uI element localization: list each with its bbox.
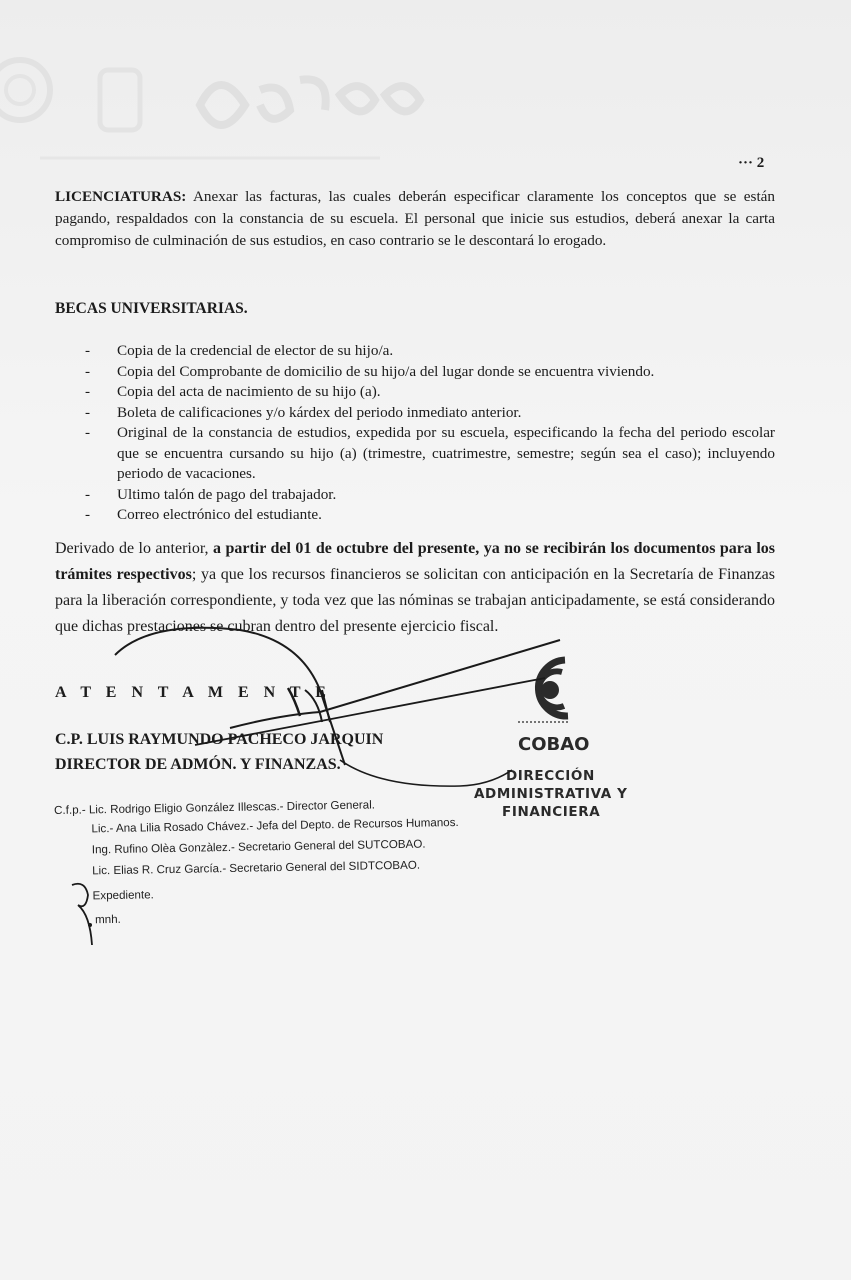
cc-line: Lic. Elias R. Cruz García.- Secretario General del SIDTCOBAO. bbox=[92, 858, 421, 878]
derivado-rest: ; ya que los recursos financieros se solicitan con anticipación en la Secretaría de Finanzas para la liberación correspondiente, y toda vez que las nóminas se trabajan anticipadamente, se está considerando que dichas prestaciones se cubran dentro del presente ejercicio fiscal. bbox=[55, 566, 775, 635]
list-item: - Correo electrónico del estudiante. bbox=[85, 505, 775, 526]
cc-line: Expediente. bbox=[92, 888, 154, 903]
list-item: - Copia de la credencial de elector de su hijo/a. bbox=[85, 341, 775, 362]
list-bullet: - bbox=[85, 383, 91, 400]
cc-line: Ing. Rufino Olèa Gonzàlez.- Secretario General del SUTCOBAO. bbox=[91, 837, 426, 857]
becas-title: BECAS UNIVERSITARIAS. bbox=[55, 300, 248, 317]
list-item: - Ultimo talón de pago del trabajador. bbox=[85, 485, 775, 506]
list-item: - Copia del Comprobante de domicilio de su hijo/a del lugar donde se encuentra viviendo. bbox=[85, 362, 775, 383]
list-bullet: - bbox=[85, 403, 91, 421]
closing-salutation: A T E N T A M E N T E bbox=[55, 684, 332, 701]
signer-name: C.P. LUIS RAYMUNDO PACHECO JARQUIN bbox=[55, 731, 384, 748]
licenciaturas-label: LICENCIATURAS: bbox=[55, 188, 187, 205]
official-seal bbox=[470, 648, 650, 828]
licenciaturas-text: Anexar las facturas, las cuales deberán especificar claramente los conceptos que se están pagando, respaldados con la constancia de su escuela. El personal que inicie sus estudios, deberá anexar la carta compromiso de culminación de sus estudios, en caso contrario se le descontará lo erogado. bbox=[55, 188, 775, 249]
seal-brand: COBAO bbox=[518, 734, 590, 755]
cc-line: C.f.p.- Lic. Rodrigo Eligio González Illescas.- Director General. bbox=[54, 798, 376, 817]
seal-line-3: FINANCIERA bbox=[502, 804, 601, 820]
page-number: ··· 2 bbox=[738, 155, 765, 171]
becas-requirements-list bbox=[85, 341, 775, 526]
seal-line-2: ADMINISTRATIVA Y bbox=[474, 786, 628, 802]
letterhead-watermark bbox=[0, 50, 520, 170]
list-item: - Boleta de calificaciones y/o kárdex del periodo inmediato anterior. bbox=[85, 403, 775, 424]
list-bullet: - bbox=[85, 485, 91, 503]
list-bullet: - bbox=[85, 424, 91, 441]
seal-line-1: DIRECCIÓN bbox=[506, 768, 595, 784]
licenciaturas-paragraph bbox=[55, 186, 775, 252]
derivado-intro: Derivado de lo anterior, bbox=[55, 540, 213, 557]
list-bullet: - bbox=[85, 342, 91, 359]
list-bullet: - bbox=[85, 506, 91, 523]
derivado-deadline: a partir del 01 de octubre del presente, ya no se recibirán los documentos para los trámites respectivos bbox=[55, 540, 776, 583]
list-item: - Original de la constancia de estudios, expedida por su escuela, especificando la fecha del periodo escolar que se encuentra cursando su hijo (a) (trimestre, cuatrimestre, semestre; según sea el caso); incluyendo periodo de vacaciones. bbox=[85, 424, 775, 482]
cc-line: Lic.- Ana Lilia Rosado Chávez.- Jefa del Depto. de Recursos Humanos. bbox=[91, 815, 459, 836]
signer-title: DIRECTOR DE ADMÓN. Y FINANZAS. bbox=[55, 756, 341, 773]
derivado-paragraph bbox=[55, 536, 775, 640]
list-item: - Copia del acta de nacimiento de su hijo (a). bbox=[85, 382, 775, 403]
cc-line: mnh. bbox=[94, 912, 121, 927]
list-bullet: - bbox=[85, 362, 91, 380]
cobao-logo-icon bbox=[510, 648, 580, 733]
